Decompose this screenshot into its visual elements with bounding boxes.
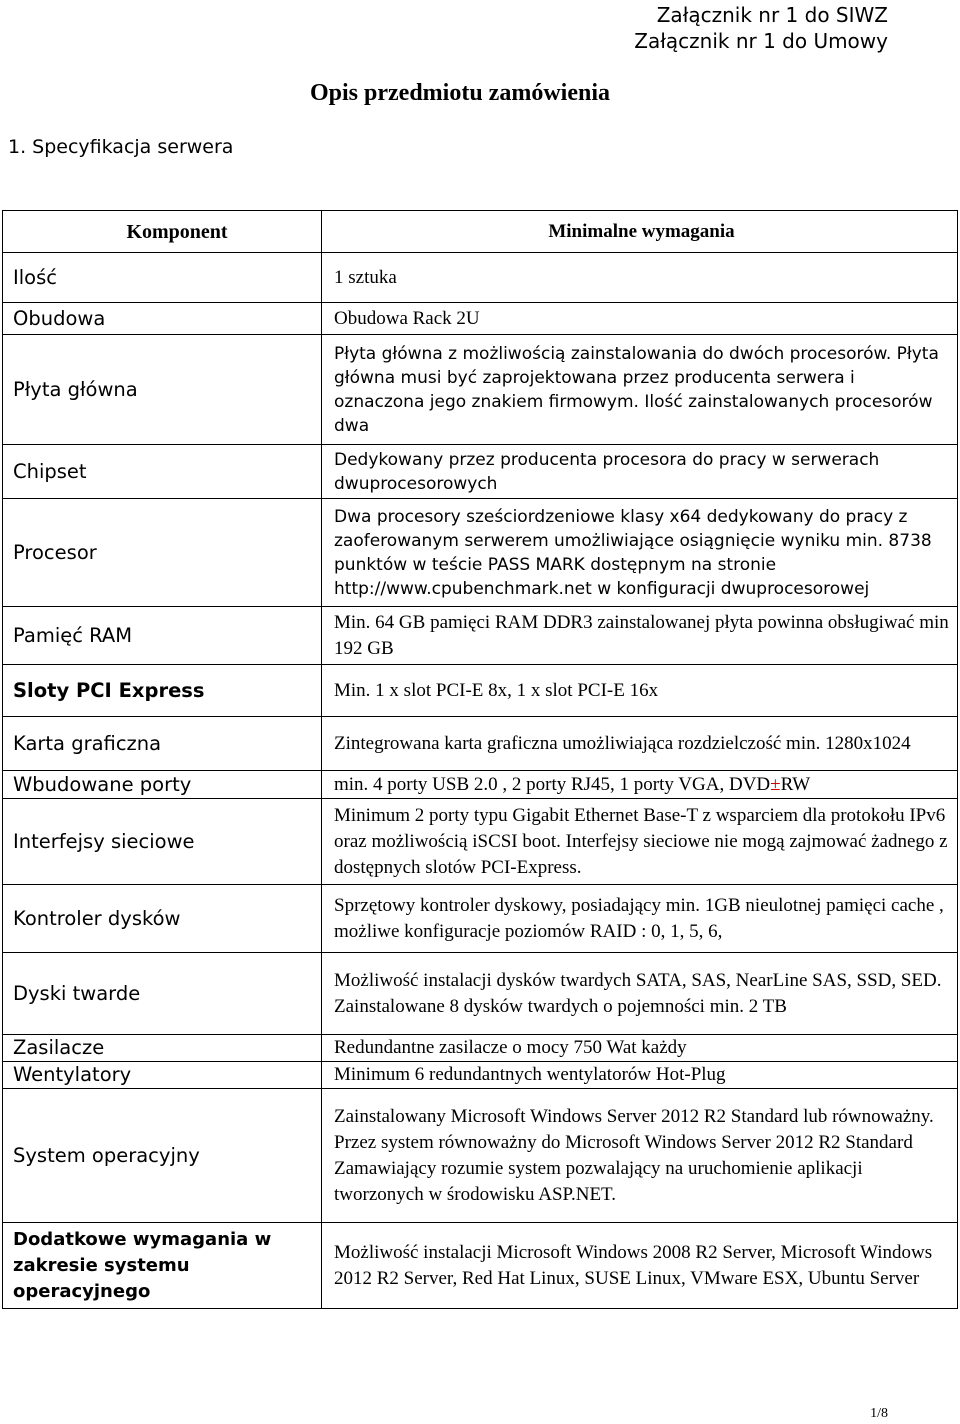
table-row [3,445,958,499]
row-label: Kontroler dysków [3,885,322,953]
row-label: Wbudowane porty [3,771,322,799]
row-label: Karta graficzna [3,717,322,771]
row-value: Dwa procesory sześciordzeniowe klasy x64 dedykowany do pracy z zaoferowanym serwerem umożliwiające osiągnięcie wyniku min. 8738 punktów w teście PASS MARK dostępnym na stronie http://www.cpubenchmark.net w konfiguracji dwuprocesorowej [322,499,958,607]
document-title-text: Opis przedmiotu zamówienia [310,80,610,106]
table-row [3,771,958,799]
row-value: Zintegrowana karta graficzna umożliwiająca rozdzielczość min. 1280x1024 [322,717,958,771]
row-label: Dyski twarde [3,953,322,1035]
ports-text-end: RW [780,773,811,795]
section-heading: 1. Specyfikacja serwera [8,136,234,158]
table-row [3,1223,958,1309]
row-value: Minimum 6 redundantnych wentylatorów Hot-Plug [322,1062,958,1089]
header-component: Komponent [3,211,322,253]
row-value: Możliwość instalacji Microsoft Windows 2008 R2 Server, Microsoft Windows 2012 R2 Server, Red Hat Linux, SUSE Linux, VMware ESX, Ubuntu Server [322,1223,958,1309]
row-label: Pamięć RAM [3,607,322,665]
attachment-line-umowa: Załącznik nr 1 do Umowy [634,29,888,53]
page-number: 1/8 [870,1406,888,1421]
table-row [3,303,958,335]
header-requirements: Minimalne wymagania [322,211,958,253]
row-value: Min. 1 x slot PCI-E 8x, 1 x slot PCI-E 16x [322,665,958,717]
row-label: Dodatkowe wymagania w zakresie systemu operacyjnego [3,1223,322,1309]
table-row [3,1062,958,1089]
row-label: Interfejsy sieciowe [3,799,322,885]
row-value [322,771,958,799]
table-row [3,799,958,885]
row-label: Procesor [3,499,322,607]
row-label: Chipset [3,445,322,499]
row-value: Redundantne zasilacze o mocy 750 Wat każdy [322,1035,958,1062]
table-row [3,335,958,445]
row-value: Minimum 2 porty typu Gigabit Ethernet Base-T z wsparciem dla protokołu IPv6 oraz możliwością iSCSI boot. Interfejsy sieciowe nie mogą zajmować żadnego z dostępnych slotów PCI-Express. [322,799,958,885]
table-row [3,1089,958,1223]
table-row [3,499,958,607]
row-value: Obudowa Rack 2U [322,303,958,335]
row-value: Możliwość instalacji dysków twardych SATA, SAS, NearLine SAS, SSD, SED. Zainstalowane 8 dysków twardych o pojemności min. 2 TB [322,953,958,1035]
document-title [0,80,920,107]
table-row [3,885,958,953]
row-label: System operacyjny [3,1089,322,1223]
row-value: Sprzętowy kontroler dyskowy, posiadający min. 1GB nieulotnej pamięci cache , możliwe konfiguracje poziomów RAID : 0, 1, 5, 6, [322,885,958,953]
table-row [3,253,958,303]
table-row [3,1035,958,1062]
ports-text: min. 4 porty USB 2.0 , 2 porty RJ45, 1 porty VGA, DVD [334,773,771,795]
server-spec-table [2,210,958,1309]
table-row [3,607,958,665]
attachment-line-siwz: Załącznik nr 1 do SIWZ [656,3,888,27]
os-equivalent-text: Przez system równoważny do Microsoft Windows Server 2012 R2 Standard Zamawiający rozumie system pozwalający na uruchomienie aplikacji tworzonych w środowisku ASP.NET. [334,1131,913,1205]
row-value: Płyta główna z możliwością zainstalowania do dwóch procesorów. Płyta główna musi być zaprojektowana przez producenta serwera i oznaczona jego znakiem firmowym. Ilość zainstalowanych procesorów dwa [322,335,958,445]
row-label: Sloty PCI Express [3,665,322,717]
row-value: 1 sztuka [322,253,958,303]
row-value: Dedykowany przez producenta procesora do pracy w serwerach dwuprocesorowych [322,445,958,499]
os-installed-text: Zainstalowany Microsoft Windows Server 2012 R2 Standard lub równoważny. [334,1105,934,1127]
row-value: Min. 64 GB pamięci RAM DDR3 zainstalowanej płyta powinna obsługiwać min 192 GB [322,607,958,665]
table-row [3,665,958,717]
table-header-row [3,211,958,253]
table-row [3,953,958,1035]
plus-minus-sign: ± [770,773,781,795]
row-label: Płyta główna [3,335,322,445]
table-row [3,717,958,771]
row-label: Ilość [3,253,322,303]
row-label: Wentylatory [3,1062,322,1089]
attachment-note [634,2,888,54]
row-value [322,1089,958,1223]
row-label: Zasilacze [3,1035,322,1062]
row-label: Obudowa [3,303,322,335]
